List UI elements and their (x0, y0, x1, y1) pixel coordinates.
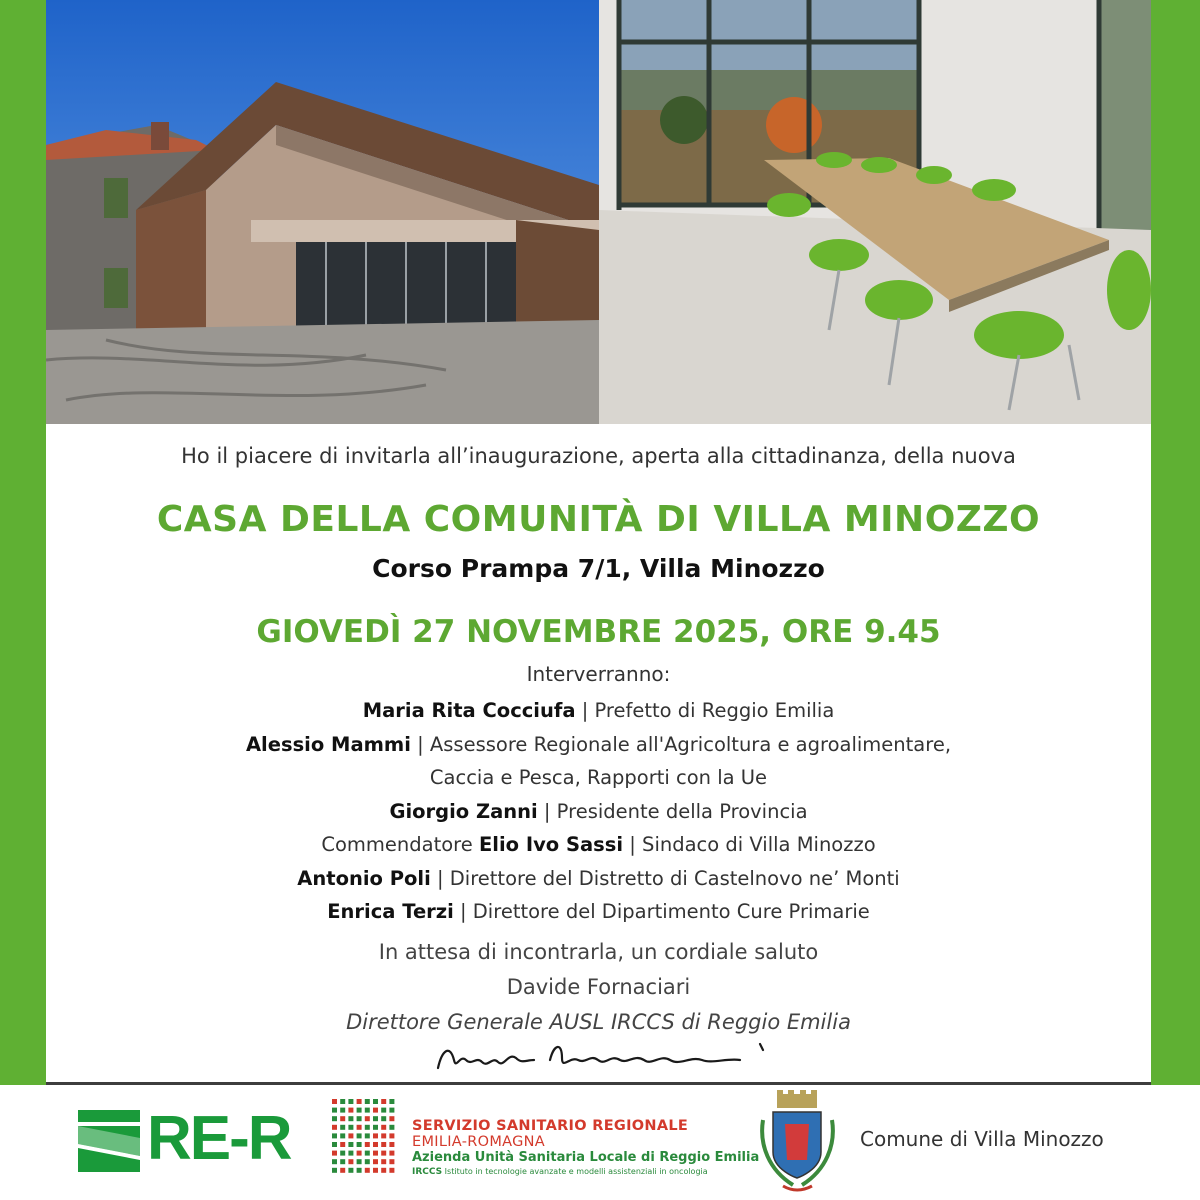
speaker-item: Commendatore Elio Ivo Sassi | Sindaco di Villa Minozzo (321, 833, 876, 856)
ausl-name: Azienda Unità Sanitaria Locale di Reggio Emilia (412, 1150, 760, 1165)
speaker-list (46, 694, 1151, 929)
photo-strip (46, 0, 1151, 424)
speaker-item: Maria Rita Cocciufa | Prefetto di Reggio Emilia (362, 699, 835, 722)
building-exterior-photo (46, 0, 599, 424)
speakers-title: Interverranno: (526, 662, 671, 686)
meeting-room-photo (599, 0, 1151, 424)
green-frame-right (1151, 0, 1200, 1085)
ssr-region: EMILIA-ROMAGNA (412, 1134, 546, 1150)
ssr-title: SERVIZIO SANITARIO REGIONALE (412, 1118, 689, 1134)
villa-minozzo-crest (755, 1090, 840, 1195)
speaker-item-continuation: Caccia e Pesca, Rapporti con la Ue (429, 766, 768, 789)
closing-greeting: In attesa di incontrarla, un cordiale saluto (378, 940, 819, 964)
speaker-item: Giorgio Zanni | Presidente della Provincia (389, 799, 808, 823)
event-headline: CASA DELLA COMUNITÀ DI VILLA MINOZZO (156, 499, 1041, 540)
speaker-item: Alessio Mammi | Assessore Regionale all'Agricoltura e agroalimentare, (245, 732, 952, 756)
ssr-logo-text (412, 1118, 759, 1177)
speaker-item: Enrica Terzi | Direttore del Dipartimento Cure Primarie (327, 900, 870, 923)
ssr-dot-grid-icon (330, 1097, 398, 1177)
speaker-item: Antonio Poli | Direttore del Distretto di Castelnovo ne’ Monti (297, 866, 900, 890)
event-address: Corso Prampa 7/1, Villa Minozzo (372, 554, 825, 583)
handwritten-signature (430, 1030, 780, 1080)
signer-role: Direttore Generale AUSL IRCCS di Reggio Emilia (346, 1010, 851, 1034)
green-frame-left (0, 0, 46, 1085)
event-datetime: GIOVEDÌ 27 NOVEMBRE 2025, ORE 9.45 (256, 614, 941, 650)
comune-name: Comune di Villa Minozzo (860, 1127, 1104, 1151)
intro-text: Ho il piacere di invitarla all’inaugurazione, aperta alla cittadinanza, della nuova (181, 444, 1016, 468)
irccs-subtitle: IRCCS Istituto in tecnologie avanzate e modelli assistenziali in oncologia (412, 1167, 708, 1177)
rer-logo-text: RE-R (147, 1104, 291, 1173)
signer-name: Davide Fornaciari (506, 975, 691, 999)
